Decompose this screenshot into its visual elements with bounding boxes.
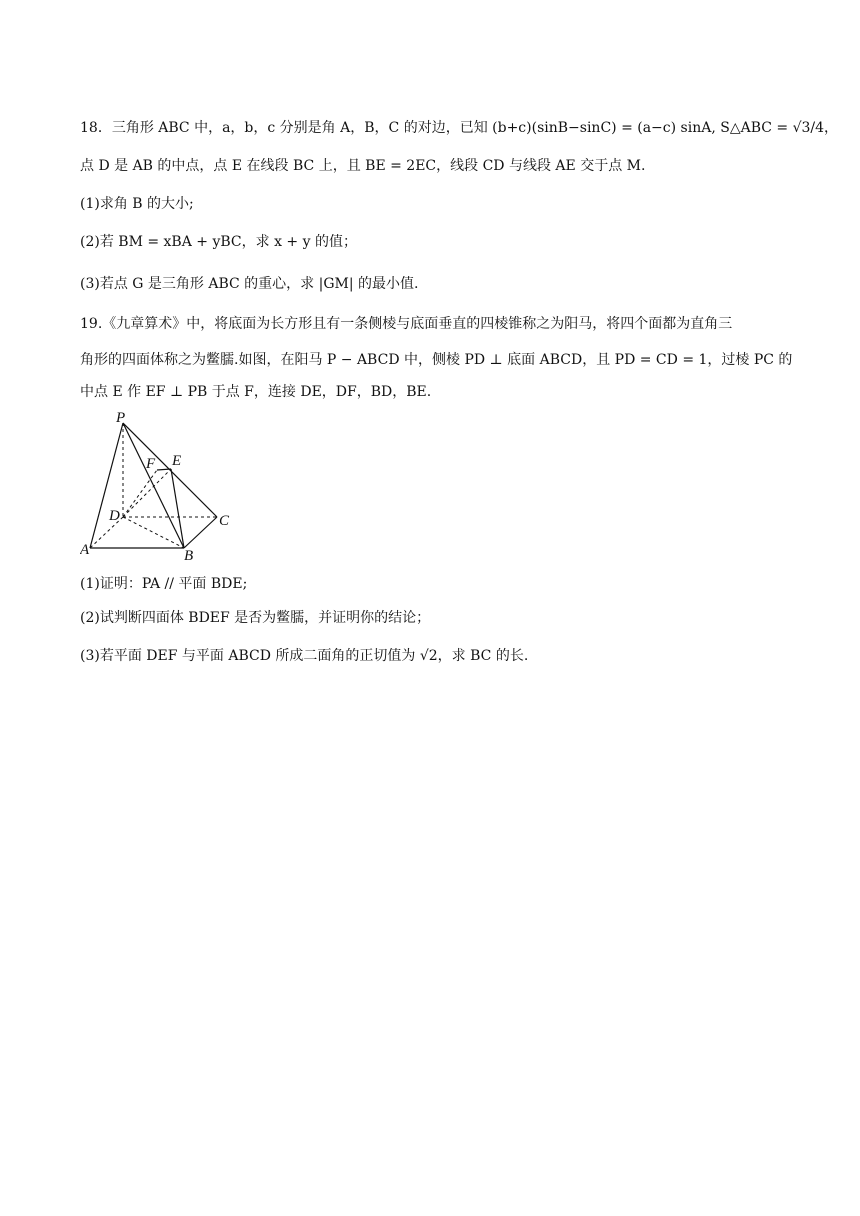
q18-part2: (2)若 BM = xBA + yBC，求 x + y 的值； [80,234,357,250]
edge-PA [90,423,123,548]
q19-statement-line1: 19.《九章算术》中，将底面为长方形且有一条侧棱与底面垂直的四棱锥称之为阳马，将四个面都为直角三 [80,316,733,332]
edge-DB [123,517,184,548]
q18-statement-line1: 18．三角形 ABC 中，a，b，c 分别是角 A，B，C 的对边，已知 (b+c)(sinB−sinC) = (a−c) sinA, S△ABC = √3/4， [80,120,839,136]
q19-part3: (3)若平面 DEF 与平面 ABCD 所成二面角的正切值为 √2，求 BC 的长. [80,648,529,664]
label-F: F [146,456,156,472]
q19-part2: (2)试判断四面体 BDEF 是否为鳖臑，并证明你的结论； [80,610,431,626]
label-E: E [172,453,182,469]
q19-statement-line3: 中点 E 作 EF ⊥ PB 于点 F，连接 DE，DF，BD，BE. [80,384,432,400]
edge-DE [123,469,171,517]
edge-FE [157,469,171,470]
label-C: C [219,513,230,529]
label-A: A [80,542,90,558]
q18-part3: (3)若点 G 是三角形 ABC 的重心，求 |GM| 的最小值. [80,276,419,292]
label-P: P [116,410,126,426]
edge-DF [123,470,157,517]
label-D: D [109,508,120,524]
q19-part1: (1)证明：PA // 平面 BDE; [80,576,248,592]
q18-statement-line2: 点 D 是 AB 的中点，点 E 在线段 BC 上，且 BE = 2EC，线段 CD 与线段 AE 交于点 M. [80,158,646,174]
edge-BC [184,517,217,548]
pyramid-figure [80,408,240,568]
edge-PB [123,423,184,548]
edge-EB [171,469,184,548]
label-B: B [184,548,194,564]
q18-part1: (1)求角 B 的大小; [80,196,194,212]
q19-statement-line2: 角形的四面体称之为鳖臑.如图，在阳马 P − ABCD 中，侧棱 PD ⊥ 底面 ABCD，且 PD = CD = 1，过棱 PC 的 [80,352,793,368]
